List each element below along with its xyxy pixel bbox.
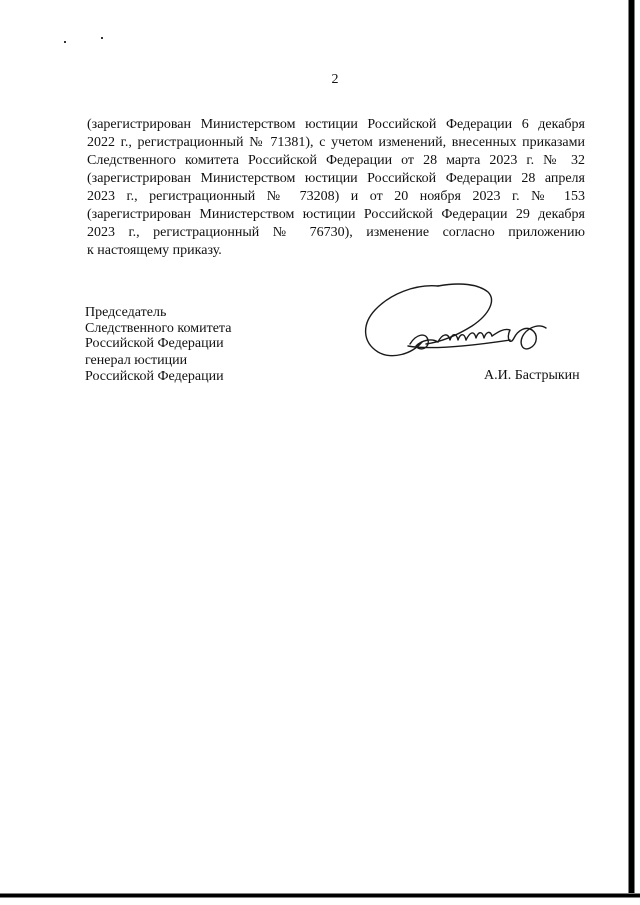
body-line: 2023 г., регистрационный № 73208) и от 20 ноября 2023 г. № 153 bbox=[87, 189, 585, 204]
position-line: Следственного комитета bbox=[85, 320, 232, 336]
body-line: (зарегистрирован Министерством юстиции Российской Федерации 29 декабря bbox=[87, 207, 585, 222]
scan-speck bbox=[101, 37, 103, 39]
scan-border-bottom bbox=[0, 893, 640, 905]
body-line: к настоящему приказу. bbox=[87, 243, 222, 258]
page-number: 2 bbox=[331, 72, 339, 87]
body-line: 2022 г., регистрационный № 71381), с учетом изменений, внесенных приказами bbox=[87, 135, 585, 150]
scan-speck bbox=[64, 41, 66, 43]
position-line: Председатель bbox=[85, 305, 167, 320]
signatory-rank bbox=[85, 353, 224, 384]
rank-line: генерал юстиции bbox=[85, 353, 188, 368]
body-line: 2023 г., регистрационный № 76730), изменение согласно приложению bbox=[87, 225, 585, 240]
scan-border-right bbox=[620, 0, 640, 905]
body-line: (зарегистрирован Министерством юстиции Российской Федерации 28 апреля bbox=[87, 171, 585, 186]
position-line: Российской Федерации bbox=[85, 336, 224, 351]
signatory-name: А.И. Бастрыкин bbox=[484, 368, 580, 383]
body-line: Следственного комитета Российской Федерации от 28 марта 2023 г. № 32 bbox=[87, 153, 585, 168]
body-paragraph bbox=[87, 116, 585, 260]
handwritten-signature bbox=[360, 280, 560, 370]
rank-line: Российской Федерации bbox=[85, 368, 224, 384]
signatory-position bbox=[85, 305, 231, 352]
body-line: (зарегистрирован Министерством юстиции Российской Федерации 6 декабря bbox=[87, 117, 585, 132]
